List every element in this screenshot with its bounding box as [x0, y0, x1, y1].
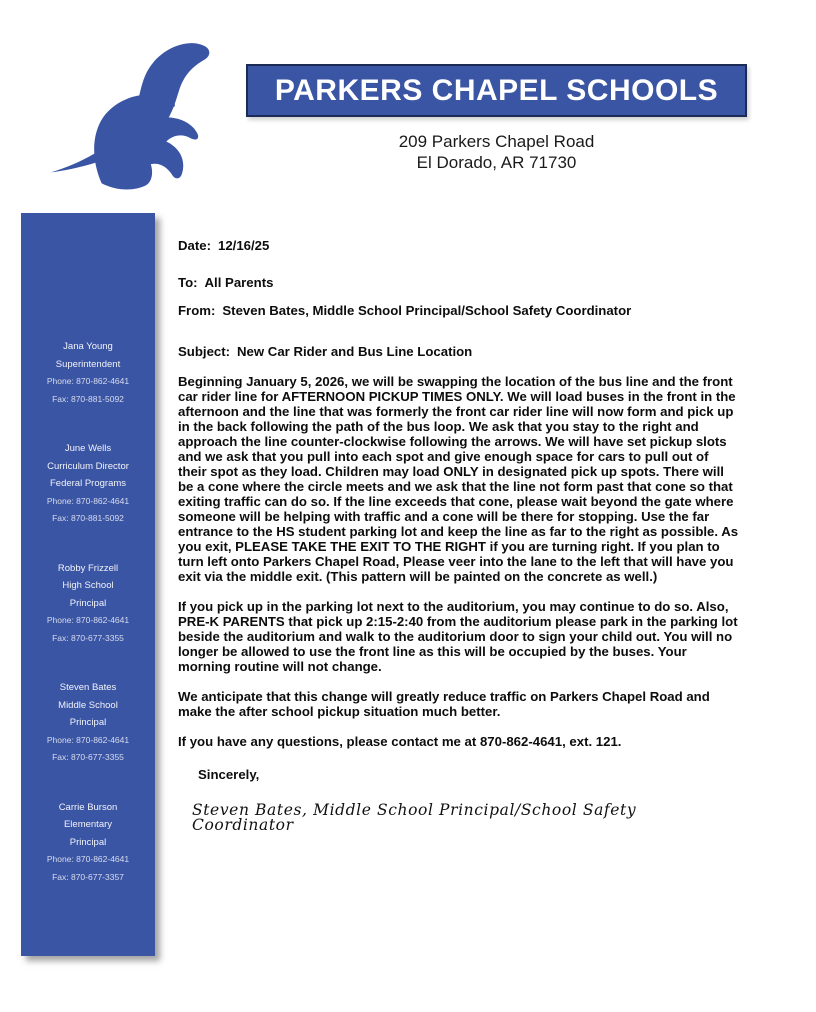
staff-title: Elementary: [63, 819, 113, 830]
staff-phone: Phone: 870-862-4641: [46, 495, 130, 506]
staff-fax: Fax: 870-677-3357: [52, 871, 124, 882]
letter-paragraph: If you have any questions, please contact me at 870-862-4641, ext. 121.: [178, 734, 622, 749]
date-line: [178, 238, 739, 253]
staff-name: Jana Young: [63, 341, 113, 352]
from-value: Steven Bates, Middle School Principal/School Safety Coordinator: [222, 303, 632, 318]
closing-salutation: Sincerely,: [198, 767, 260, 782]
subject-line: [178, 344, 739, 359]
staff-title: Federal Programs: [49, 478, 127, 489]
staff-block-middle-school-principal: [21, 679, 155, 767]
staff-title: Middle School: [58, 699, 118, 711]
letter-paragraph: If you pick up in the parking lot next to the auditorium, you may continue to do so. Also, PRE-K PARENTS that pick up 2:15-2:40 from the auditorium please park in the parking lot beside the auditorium and walk to the auditorium door to sign your child out. You will no longer be allowed to use the front line as this will be occupied by the buses. Your morning routine will not change.: [178, 599, 738, 674]
address-line-1: 209 Parkers Chapel Road: [398, 132, 595, 151]
staff-title: Superintendent: [55, 358, 121, 370]
date-value: 12/16/25: [217, 238, 270, 253]
school-name-banner: [246, 64, 747, 117]
date-label: Date:: [178, 238, 211, 253]
staff-title: Principal: [69, 597, 107, 609]
subject-value: New Car Rider and Bus Line Location: [237, 344, 473, 359]
staff-fax: Fax: 870-881-5092: [52, 513, 124, 523]
staff-phone: Phone: 870-862-4641: [46, 615, 130, 625]
letter-body: [178, 238, 739, 833]
staff-name: Robby Frizzell: [57, 562, 119, 574]
staff-phone: Phone: 870-862-4641: [46, 854, 130, 864]
school-name: PARKERS CHAPEL SCHOOLS: [274, 73, 719, 107]
staff-name: Carrie Burson: [58, 801, 118, 813]
from-label: From:: [178, 303, 216, 318]
spartan-helmet-icon: [38, 22, 220, 190]
staff-block-superintendent: [21, 338, 155, 408]
subject-label: Subject:: [178, 344, 231, 359]
to-line: [178, 275, 739, 290]
to-label: To:: [178, 275, 198, 290]
spartan-helmet-logo-icon: [38, 22, 220, 190]
staff-name: June Wells: [64, 443, 112, 454]
staff-block-elementary-principal: [21, 799, 155, 887]
to-value: All Parents: [204, 275, 274, 290]
staff-title: High School: [62, 580, 114, 591]
staff-phone: Phone: 870-862-4641: [46, 734, 130, 745]
staff-title: Principal: [69, 717, 107, 728]
address-line-2: El Dorado, AR 71730: [416, 153, 577, 172]
staff-block-curriculum-director: [21, 440, 155, 528]
signature-script: Steven Bates, Middle School Principal/School Safety Coordinator: [192, 801, 637, 834]
from-line: [178, 303, 739, 318]
staff-fax: Fax: 870-881-5092: [52, 393, 124, 404]
staff-fax: Fax: 870-677-3355: [52, 752, 124, 762]
letter-paragraph: Beginning January 5, 2026, we will be swapping the location of the bus line and the front car rider line for AFTERNOON PICKUP TIMES ONLY. We will load buses in the front in the afternoon and the line that was formerly the front car rider line will now form and pick up in the back following the path of the bus loop. We ask that you stay to the right and approach the line counter-clockwise following the arrows. We will have set pickup slots and we ask that you pull into each spot and give enough space for cars to pull out of their spot as they load. Children may load ONLY in designated pick up spots. There will be a cone where the circle meets and we ask that the line not form past that cone so that exiting traffic can do so. If the line exceeds that cone, please wait beyond the gate where someone will be helping with traffic and a cone will be there for stopping. Use the far entrance to the HS student parking lot and keep the line as far to the right as possible. As you exit, PLEASE TAKE THE EXIT TO THE RIGHT if you are turning right. If you plan to turn left onto Parkers Chapel Road, Please veer into the lane to the left that will have you exit via the middle exit. (This pattern will be painted on the concrete as well.): [178, 374, 739, 584]
staff-block-high-school-principal: [21, 560, 155, 648]
staff-fax: Fax: 870-677-3355: [52, 632, 124, 643]
staff-title: Curriculum Director: [47, 460, 129, 472]
staff-sidebar: [21, 213, 155, 956]
school-address: [246, 131, 747, 173]
staff-title: Principal: [69, 836, 107, 848]
letter-paragraph: We anticipate that this change will greatly reduce traffic on Parkers Chapel Road and make the after school pickup situation much better.: [178, 689, 710, 719]
staff-phone: Phone: 870-862-4641: [46, 376, 130, 386]
staff-name: Steven Bates: [59, 682, 117, 693]
